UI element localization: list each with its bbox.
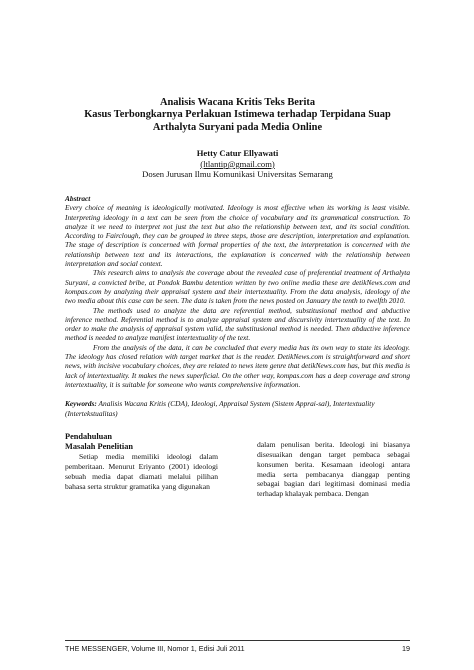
right-column-text: dalam penulisan berita. Ideologi ini biasanya disesuaikan dengan target pembaca sebagai konsumen berita. Kesamaan ideologi antara media serta pembacanya dianggap penting sebagai bagian dari legitimasi dominasi media terhadap khalayak pembaca. Dengan (257, 439, 410, 499)
page-footer (65, 640, 410, 653)
footer-page-number: 19 (402, 644, 410, 653)
keywords-label: Keywords: (65, 399, 97, 409)
title-line-1: Analisis Wacana Kritis Teks Berita (159, 97, 316, 108)
left-column-text: Setiap media memiliki ideologi dalam pemberitaan. Menurut Eriyanto (2001) ideologi sebuah media dapat diamati melalui pilihan bahasa serta struktur gramatika yang digunakan (65, 451, 218, 491)
keywords (65, 399, 410, 418)
title-line-2: Kasus Terbongkarnya Perlakuan Istimewa terhadap Terpidana Suap (84, 109, 391, 121)
abstract-paragraph-3: The methods used to analyze the data are referential method, substitusional method and abductive inference method. Referential method is to analyze appraisal system and discursivity intertextuality of the text. In order to make the analysis of appraisal system valid, the substitusional method is needed. Then abductive inference method is needed to analyze manifest intertextuality of the text. (65, 305, 410, 343)
right-column (257, 432, 410, 499)
abstract-paragraph-1: Every choice of meaning is ideologically motivated. Ideology is most effective when its working is least visible. Interpreting ideology in a text can be seen from the choice of vocabulary and its grammatical construction. To analyze it we need to interpret not just the text but also the relationship between text, and its social condition. According to Fairclough, they can be grouped in three steps, those are description, interpretation and explanation. The stage of description is concerned with formal properties of the text, the interpretation is concerned with the relationship between text and its interactions, the explanation is concerned with the relationship between interpretation and social context. (65, 203, 410, 269)
article-title (65, 0, 410, 134)
author-block (65, 148, 410, 180)
body-columns (65, 432, 410, 499)
abstract-heading: Abstract (65, 194, 91, 203)
keywords-text: Analisis Wacana Kritis (CDA), Ideologi, Appraisal System (Sistem Apprai-sal), Intertextuality (Intertekstualitas) (65, 399, 375, 418)
abstract-paragraph-4: From the analysis of the data, it can be concluded that every media has its own way to state its ideology. The ideology has closed relation with target market that is the reader. DetikNews.com is straightforward and short news, with incisive vocabulary choices, they are related to news item genre that detikNews.com has, but this media is lack of intertextuality. It makes the news superficial. On the other way, kompas.com has a deep coverage and strong intertextuality, it is suitable for someone who wants comprehensive information. (65, 342, 410, 389)
section-heading-pendahuluan: Pendahuluan (65, 431, 113, 441)
left-column (65, 432, 218, 499)
abstract (65, 194, 410, 389)
author-email[interactable]: (ltlantip@gmail.com) (200, 158, 275, 169)
author-affiliation: Dosen Jurusan Ilmu Komunikasi Universitas Semarang (142, 169, 333, 180)
author-name: Hetty Catur Ellyawati (196, 148, 279, 159)
title-line-3: Arthalyta Suryani pada Media Online (152, 121, 323, 133)
section-heading-masalah: Masalah Penelitian (65, 441, 133, 451)
footer-journal: THE MESSENGER, Volume III, Nomor 1, Edisi Juli 2011 (65, 644, 245, 653)
abstract-paragraph-2: This research aims to analysis the coverage about the revealed case of preferential treatment of Arthalyta Suryani, a convicted bribe, at Pondok Bambu detention written by two online media these are detikNews.com and kompas.com by analyzing their appraisal system and their intertextuality. From the data analysis, ideology of the two media about this case can be seen. The data is taken from the news posted on January the tenth to twelfth 2010. (65, 268, 410, 306)
